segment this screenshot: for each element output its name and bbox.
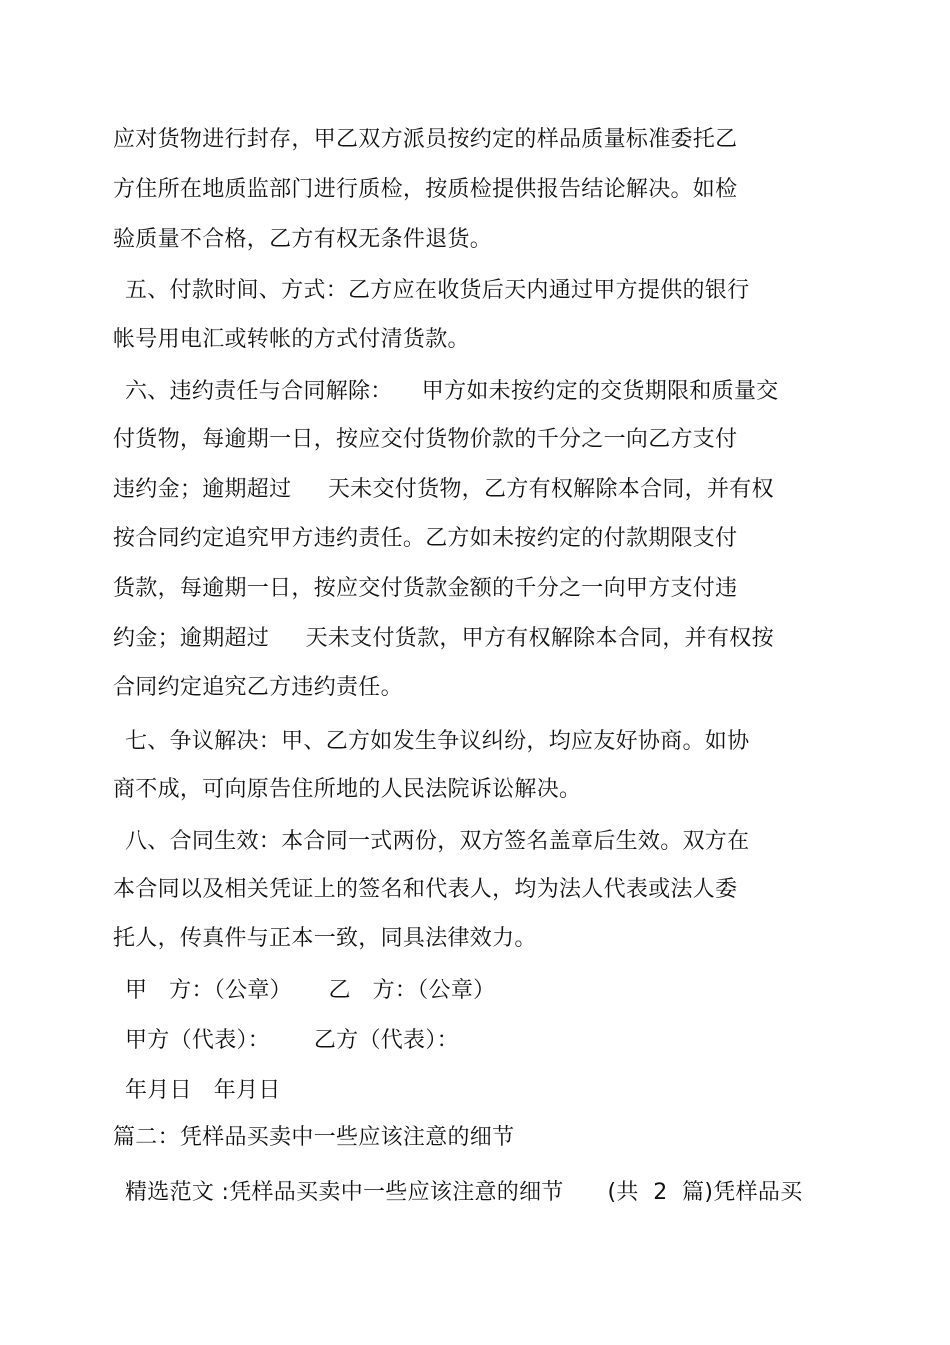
text-line: 违约金；逾期超过 天未交付货物，乙方有权解除本合同，并有权 [113,477,774,502]
text-line: 按合同约定追究甲方违约责任。乙方如未按约定的付款期限支付 [113,526,738,551]
signature-representative-line: 甲方（代表）： 乙方（代表）： [125,1028,459,1053]
text-line: 应对货物进行封存，甲乙双方派员按约定的样品质量标准委托乙 [113,127,738,152]
signature-date-line: 年月日 年月日 [125,1078,281,1103]
section-six-heading-line: 六、违约责任与合同解除： 甲方如未按约定的交货期限和质量交 [125,379,779,404]
text-line: 合同约定追究乙方违约责任。 [113,675,403,700]
section-seven-heading-line: 七、争议解决：甲、乙方如发生争议纠纷，均应友好协商。如协 [125,729,750,754]
signature-seal-line: 甲 方：（公章） 乙 方：（公章） [125,978,496,1003]
text-line: 验质量不合格，乙方有权无条件退货。 [113,227,493,252]
section-eight-heading-line: 八、合同生效：本合同一式两份，双方签名盖章后生效。双方在 [125,829,750,854]
text-line: 商不成，可向原告住所地的人民法院诉讼解决。 [113,777,582,802]
text-line: 货款，每逾期一日，按应交付货款金额的千分之一向甲方支付违 [113,576,738,601]
text-line: 托人，传真件与正本一致，同具法律效力。 [113,926,537,951]
selected-article-line: 精选范文 :凭样品买卖中一些应该注意的细节 (共 2 篇)凭样品买 [125,1180,803,1205]
chapter-two-title: 篇二：凭样品买卖中一些应该注意的细节 [113,1125,515,1150]
text-line: 付货物，每逾期一日，按应交付货物价款的千分之一向乙方支付 [113,427,738,452]
text-line: 方住所在地质监部门进行质检，按质检提供报告结论解决。如检 [113,177,738,202]
text-line: 本合同以及相关凭证上的签名和代表人，均为法人代表或法人委 [113,877,738,902]
text-line: 约金；逾期超过 天未支付货款，甲方有权解除本合同，并有权按 [113,626,774,651]
text-line: 帐号用电汇或转帐的方式付清货款。 [113,327,470,352]
section-five-heading-line: 五、付款时间、方式：乙方应在收货后天内通过甲方提供的银行 [125,278,750,303]
